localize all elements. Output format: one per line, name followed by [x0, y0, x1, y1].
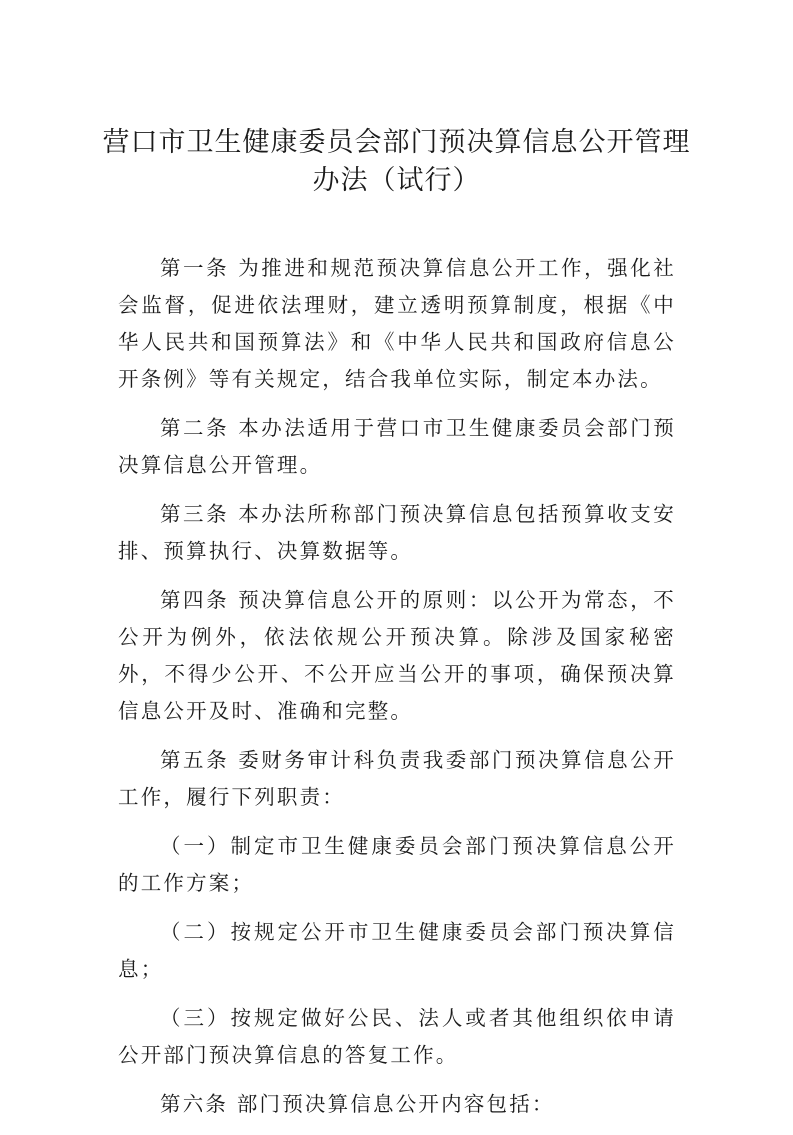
article-6: 第六条 部门预决算信息公开内容包括： — [160, 1092, 555, 1116]
duty-item-1: （一）制定市卫生健康委员会部门预决算信息公开的工作方案； — [118, 834, 676, 895]
article-4: 第四条 预决算信息公开的原则：以公开为常态，不公开为例外，依法依规公开预决算。除涉及国家秘密外，不得少公开、不公开应当公开的事项，确保预决算信息公开及时、准确和完整。 — [118, 588, 676, 723]
title-line-1: 营口市卫生健康委员会部门预决算信息公开管理 — [102, 127, 691, 158]
duty-item-3: （三）按规定做好公民、法人或者其他组织依申请公开部门预决算信息的答复工作。 — [118, 1006, 676, 1067]
article-2: 第二条 本办法适用于营口市卫生健康委员会部门预决算信息公开管理。 — [118, 416, 676, 477]
duty-item-2: （二）按规定公开市卫生健康委员会部门预决算信息； — [118, 920, 676, 981]
document-title — [100, 124, 693, 200]
article-5: 第五条 委财务审计科负责我委部门预决算信息公开工作，履行下列职责： — [118, 748, 676, 809]
article-1: 第一条 为推进和规范预决算信息公开工作，强化社会监督，促进依法理财，建立透明预算制度，根据《中华人民共和国预算法》和《中华人民共和国政府信息公开条例》等有关规定，结合我单位实际，制定本办法。 — [118, 256, 676, 391]
article-3: 第三条 本办法所称部门预决算信息包括预算收支安排、预算执行、决算数据等。 — [118, 502, 676, 563]
title-line-2: 办法（试行） — [312, 165, 481, 196]
document-body — [118, 250, 676, 1135]
